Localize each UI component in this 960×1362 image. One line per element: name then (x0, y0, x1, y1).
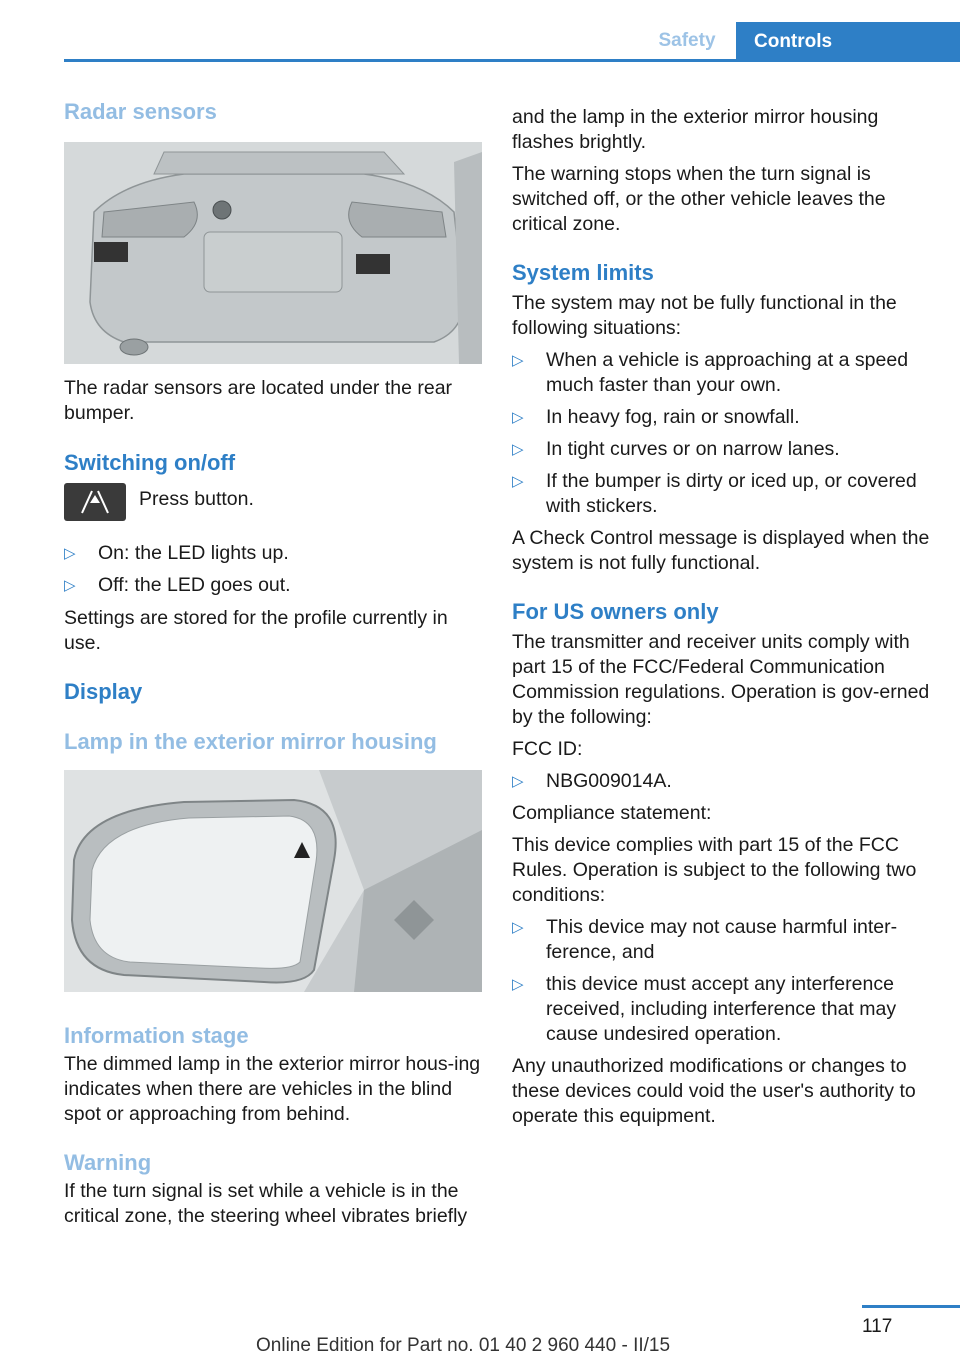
triangle-bullet-icon: ▷ (64, 577, 76, 594)
header-rule (64, 59, 960, 62)
press-button-text: Press button. (139, 488, 254, 510)
triangle-bullet-icon: ▷ (512, 976, 524, 993)
modification-text: Any unauthorized modifications or changes to these devices could void the user's authority to operate this equipment. (512, 1055, 916, 1127)
lamp-title: Lamp in the exterior mirror housing (64, 729, 437, 754)
list-item: ▷ This device may not cause harmful inter‐ference, and (512, 916, 898, 963)
lane-warning-icon (64, 483, 126, 521)
compliance-text: This device complies with part 15 of the FCC Rules. Operation is subject to the following two conditions: (512, 834, 917, 906)
fcc-list (512, 769, 930, 794)
switch-list (64, 541, 482, 598)
warning-title: Warning (64, 1150, 152, 1175)
fcc-label: FCC ID: (512, 738, 583, 760)
blind-spot-button-icon[interactable] (64, 483, 126, 521)
list-item: ▷ Off: the LED goes out. (64, 574, 291, 596)
mirror-illustration (64, 770, 482, 992)
triangle-bullet-icon: ▷ (512, 773, 524, 790)
tab-safety[interactable]: Safety (658, 29, 716, 51)
switch-title: Switching on/off (64, 450, 236, 475)
list-item: ▷ this device must accept any interference received, including interference that may cause undesired operation. (512, 973, 897, 1045)
display-title: Display (64, 679, 143, 704)
list-item: ▷ When a vehicle is approaching at a speed much faster than your own. (512, 349, 909, 396)
warning-text: If the turn signal is set while a vehicle is in the critical zone, the steering wheel vibrates briefly (64, 1180, 468, 1227)
continued-text: and the lamp in the exterior mirror housing flashes brightly. (512, 106, 879, 153)
exterior-mirror-image (64, 770, 482, 992)
list-item: ▷ If the bumper is dirty or iced up, or covered with stickers. (512, 470, 917, 517)
triangle-bullet-icon: ▷ (512, 352, 524, 369)
list-item: ▷ On: the LED lights up. (64, 542, 289, 564)
car-rear-illustration (64, 142, 482, 364)
tab-controls[interactable]: Controls (736, 22, 960, 62)
radar-title: Radar sensors (64, 99, 217, 124)
us-text: The transmitter and receiver units comply with part 15 of the FCC/Federal Communication Commission regulations. Operation is gov‐erned by the following: (512, 631, 930, 728)
info-title: Information stage (64, 1023, 249, 1048)
triangle-bullet-icon: ▷ (512, 441, 524, 458)
limits-list (512, 348, 930, 519)
us-owners-title: For US owners only (512, 599, 719, 624)
triangle-bullet-icon: ▷ (512, 409, 524, 426)
limits-intro: The system may not be fully functional in the following situations: (512, 292, 897, 339)
limits-title: System limits (512, 260, 654, 285)
conditions-list (512, 915, 930, 1047)
rear-bumper-image (64, 142, 482, 364)
compliance-label: Compliance statement: (512, 802, 712, 824)
press-button-row (64, 483, 482, 523)
list-item: ▷ In heavy fog, rain or snowfall. (512, 406, 800, 428)
page-number: 117 (862, 1316, 893, 1337)
triangle-bullet-icon: ▷ (64, 545, 76, 562)
settings-text: Settings are stored for the profile currently in use. (64, 607, 448, 654)
right-column (512, 105, 930, 1129)
triangle-bullet-icon: ▷ (512, 919, 524, 936)
list-item: ▷ In tight curves or on narrow lanes. (512, 438, 840, 460)
triangle-bullet-icon: ▷ (512, 473, 524, 490)
edition-text: Online Edition for Part no. 01 40 2 960 440 - II/15 (256, 1335, 671, 1356)
check-control-text: A Check Control message is displayed when the system is not fully functional. (512, 527, 930, 574)
footer-rule (862, 1305, 960, 1308)
radar-text: The radar sensors are located under the rear bumper. (64, 377, 453, 424)
list-item: ▷ NBG009014A. (512, 770, 672, 792)
stop-text: The warning stops when the turn signal is switched off, or the other vehicle leaves the critical zone. (512, 163, 886, 235)
info-text: The dimmed lamp in the exterior mirror hous‐ing indicates when there are vehicles in the blind spot or approaching from behind. (64, 1053, 481, 1125)
left-column (64, 98, 482, 1229)
page-header (0, 0, 960, 62)
